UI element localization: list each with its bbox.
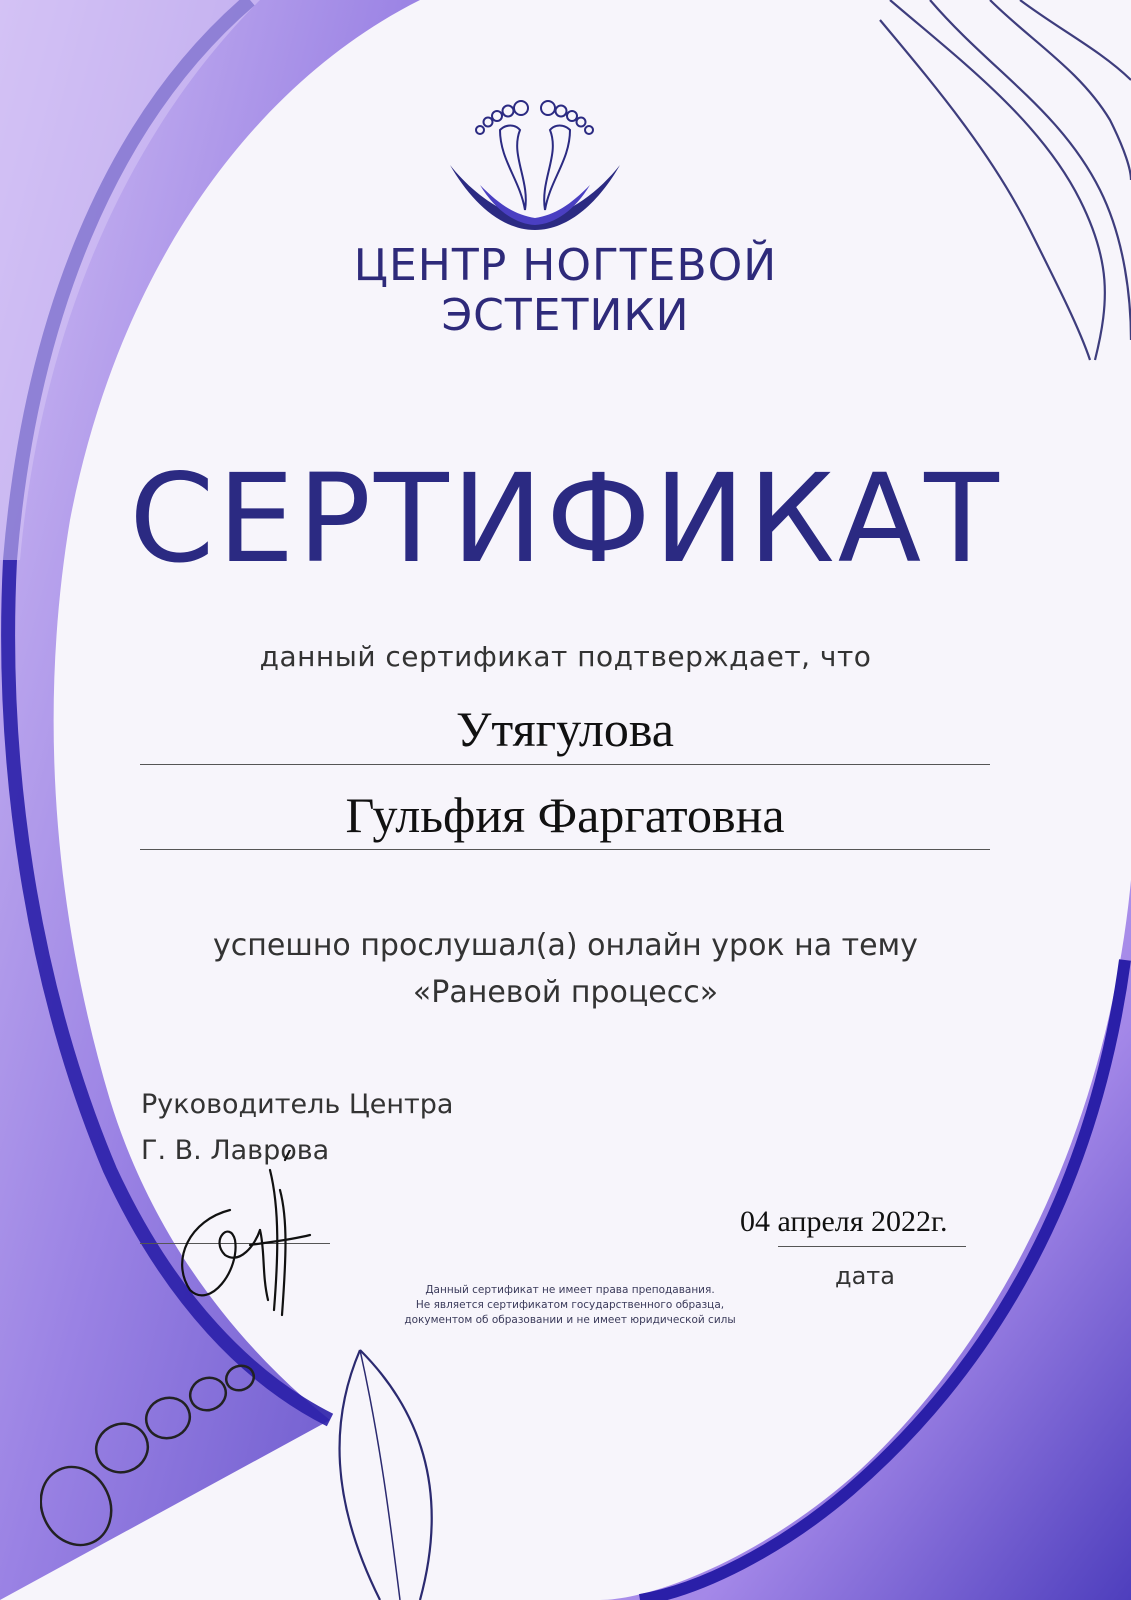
signatory-name: Г. В. Лаврова: [141, 1135, 330, 1166]
date-underline: [778, 1246, 966, 1247]
confirm-text: данный сертификат подтверждает, что: [259, 640, 872, 673]
lesson-topic: «Раневой процесс»: [412, 975, 719, 1010]
signatory-role: Руководитель Центра: [141, 1089, 454, 1120]
handwritten-signature: [170, 1150, 330, 1320]
disclaimer-line-3: документом об образовании и не имеет юридической силы: [404, 1314, 736, 1326]
organization-name-line1: ЦЕНТР НОГТЕВОЙ: [353, 240, 778, 291]
footprint-toes-icon: [40, 1330, 340, 1600]
given-names-underline: [140, 849, 990, 850]
organization-name-line2: ЭСТЕТИКИ: [441, 290, 690, 341]
feet-lotus-logo-icon: [440, 90, 630, 235]
certificate-title: СЕРТИФИКАТ: [129, 448, 1002, 590]
recipient-surname: Утягулова: [456, 701, 674, 757]
issue-date: 04 апреля 2022г.: [740, 1205, 948, 1238]
legal-disclaimer: [360, 1283, 780, 1328]
disclaimer-line-1: Данный сертификат не имеет права преподавания.: [425, 1284, 715, 1296]
completed-text: успешно прослушал(а) онлайн урок на тему: [213, 928, 918, 963]
recipient-given-names: Гульфия Фаргатовна: [345, 787, 785, 843]
surname-underline: [140, 764, 990, 765]
date-label: дата: [835, 1262, 895, 1290]
disclaimer-line-2: Не является сертификатом государственного образца,: [415, 1299, 725, 1311]
